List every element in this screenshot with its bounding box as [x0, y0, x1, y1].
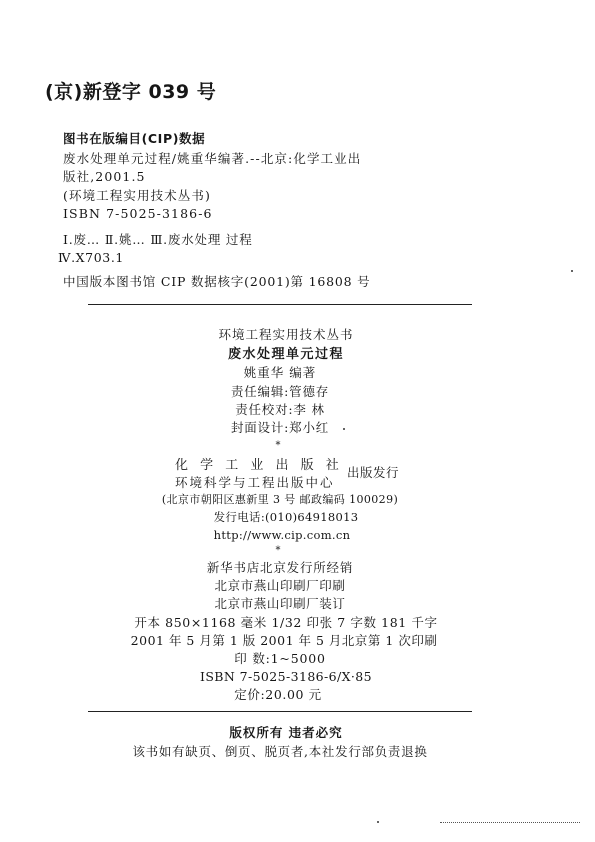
price: 定价:20.00 元 — [234, 687, 322, 702]
cip-heading: 图书在版编目(CIP)数据 — [63, 131, 206, 146]
print-run: 印 数:1~5000 — [234, 651, 326, 666]
publisher-website: http://www.cip.com.cn — [213, 528, 351, 542]
book-title: 废水处理单元过程 — [227, 347, 344, 362]
separator-star: * — [275, 545, 281, 556]
edition-info: 2001 年 5 月第 1 版 2001 年 5 月北京第 1 次印刷 — [130, 633, 438, 648]
cip-record: 中国版本图书馆 CIP 数据核字(2001)第 16808 号 — [63, 274, 371, 289]
cip-line: (环境工程实用技术丛书) — [63, 188, 211, 203]
publisher-name: 化 学 工 业 出 版 社 — [175, 458, 343, 473]
publisher-address: (北京市朝阳区惠新里 3 号 邮政编码 100029) — [161, 493, 399, 506]
proofreader-credit: 责任校对:李 林 — [235, 402, 325, 417]
cover-designer-credit: 封面设计:郑小红 — [230, 420, 330, 435]
cip-isbn: ISBN 7-5025-3186-6 — [63, 206, 213, 221]
cip-line: 版社,2001.5 — [63, 169, 146, 184]
author: 姚重华 编著 — [243, 365, 317, 380]
distributor: 新华书店北京发行所经销 — [206, 560, 354, 575]
editor-credit: 责任编辑:管德存 — [230, 384, 330, 399]
binder: 北京市燕山印刷厂装订 — [214, 596, 346, 611]
scan-artifact-dot — [571, 270, 573, 272]
registration-number: (京)新登字 039 号 — [45, 81, 217, 103]
scan-artifact-line — [440, 822, 580, 823]
return-policy: 该书如有缺页、倒页、脱页者,本社发行部负责退换 — [132, 744, 428, 759]
cip-subjects: Ⅰ.废… Ⅱ.姚… Ⅲ.废水处理 过程 — [63, 232, 253, 247]
top-rule — [88, 304, 472, 305]
scan-artifact-dot — [377, 821, 379, 823]
scan-artifact-dot — [343, 428, 345, 430]
bottom-rule — [88, 711, 472, 712]
printer: 北京市燕山印刷厂印刷 — [214, 578, 346, 593]
cip-classification: Ⅳ.X703.1 — [58, 250, 124, 265]
separator-star: * — [275, 440, 281, 451]
cip-line: 废水处理单元过程/姚重华编著.--北京:化学工业出 — [63, 151, 362, 166]
series-name: 环境工程实用技术丛书 — [218, 327, 354, 342]
isbn-full: ISBN 7-5025-3186-6/X·85 — [200, 669, 372, 684]
publisher-role: 出版发行 — [347, 465, 400, 480]
copyright-notice: 版权所有 违者必究 — [229, 725, 343, 740]
publisher-phone: 发行电话:(010)64918013 — [213, 510, 359, 524]
publisher-center: 环境科学与工程出版中心 — [175, 475, 335, 490]
format-specs: 开本 850×1168 毫米 1/32 印张 7 字数 181 千字 — [134, 615, 438, 630]
